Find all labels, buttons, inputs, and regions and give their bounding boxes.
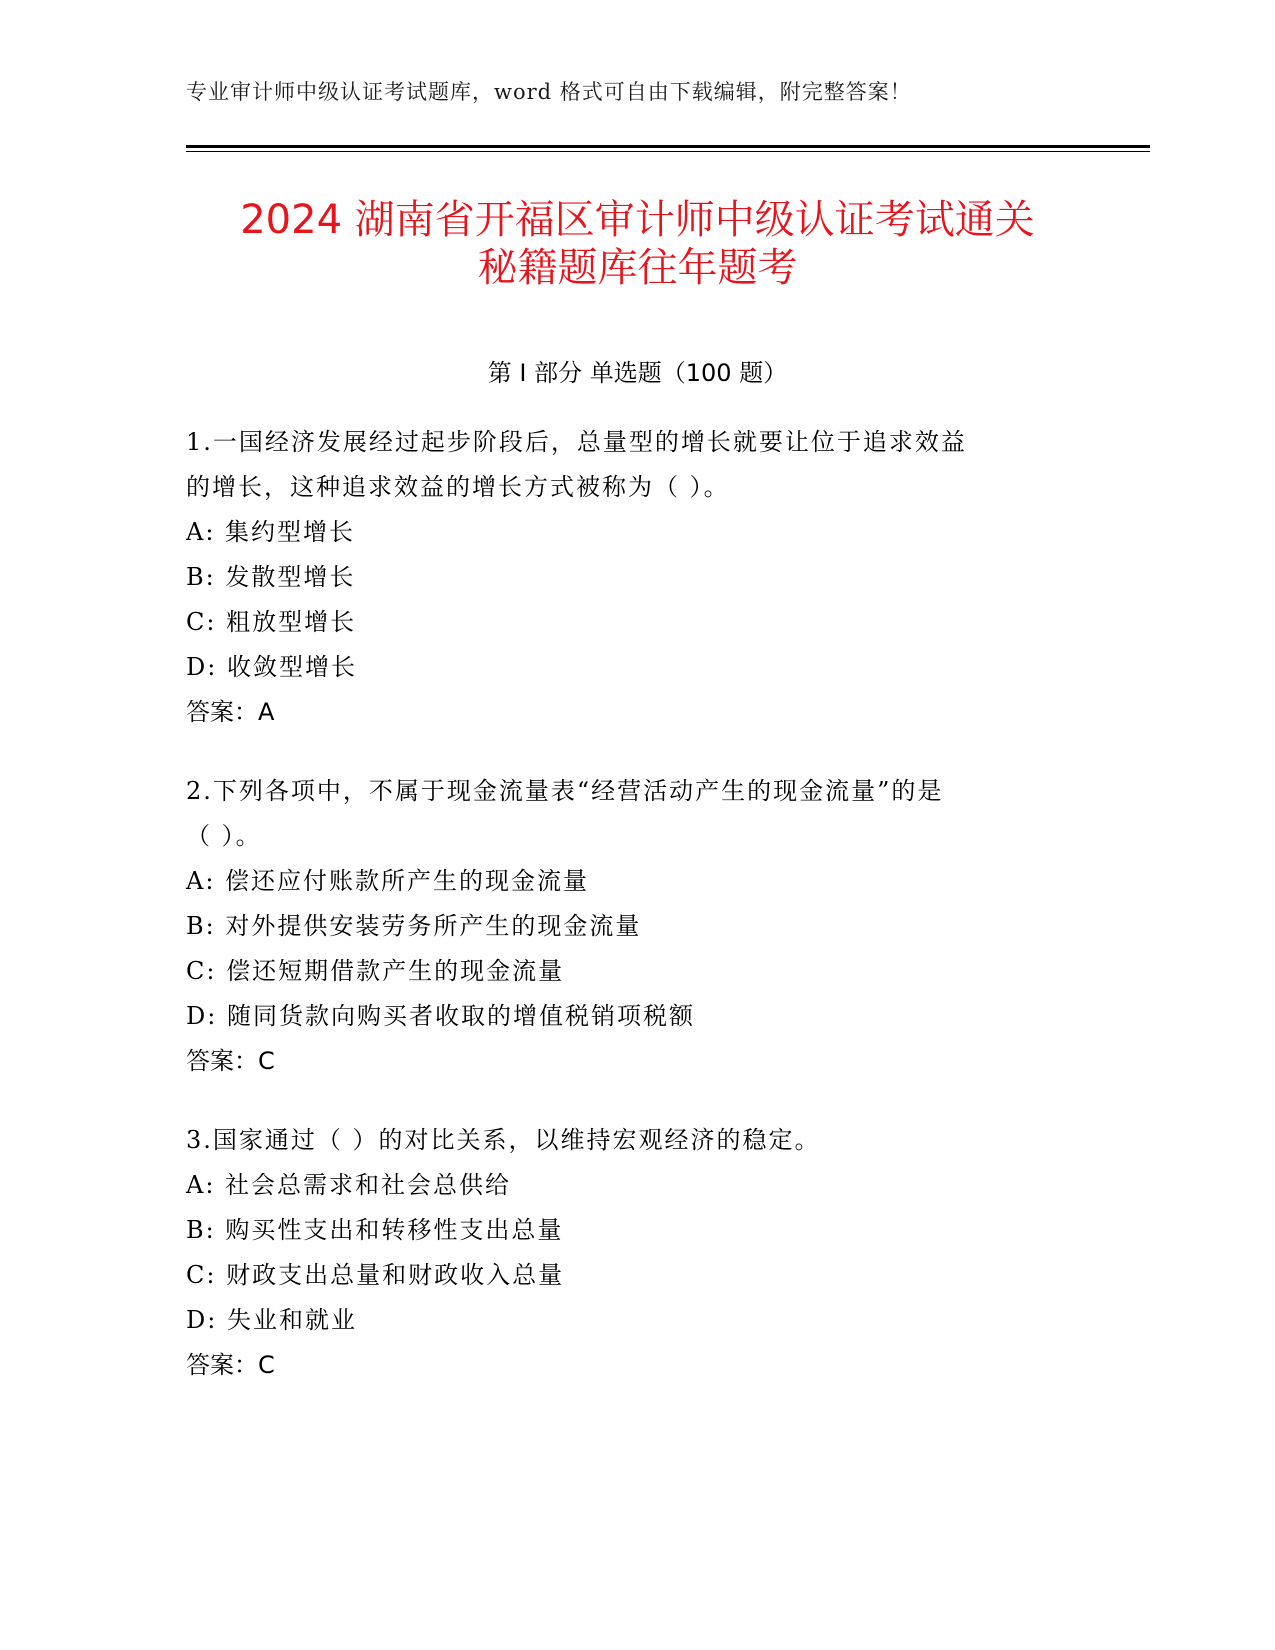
question-3: [186, 1118, 1066, 1388]
option-d: D: 收敛型增长: [186, 653, 357, 681]
header-rule-thick: [186, 145, 1150, 148]
question-stem-line2: （ ）。: [186, 822, 262, 850]
option-d: D: 失业和就业: [186, 1306, 357, 1334]
section-title: 第 I 部分 单选题（100 题）: [487, 359, 788, 387]
document-title-line1: 2024 湖南省开福区审计师中级认证考试通关: [240, 197, 1035, 243]
answer: 答案：A: [186, 698, 275, 726]
question-stem-line1: 1.一国经济发展经过起步阶段后，总量型的增长就要让位于追求效益: [186, 428, 967, 456]
question-stem-line1: 2.下列各项中，不属于现金流量表“经营活动产生的现金流量”的是: [186, 777, 944, 805]
option-d: D: 随同货款向购买者收取的增值税销项税额: [186, 1002, 695, 1030]
question-stem-line2: 的增长，这种追求效益的增长方式被称为（ ）。: [186, 473, 730, 501]
question-1: [186, 420, 1066, 735]
option-a: A: 社会总需求和社会总供给: [186, 1171, 512, 1199]
option-a: A: 集约型增长: [186, 518, 356, 546]
document-title: [160, 196, 1115, 292]
option-c: C: 偿还短期借款产生的现金流量: [186, 957, 565, 985]
option-b: B: 发散型增长: [186, 563, 356, 591]
answer: 答案：C: [186, 1047, 275, 1075]
option-b: B: 对外提供安装劳务所产生的现金流量: [186, 912, 642, 940]
option-c: C: 粗放型增长: [186, 608, 357, 636]
question-2: [186, 769, 1066, 1084]
header-rule-thin: [186, 151, 1150, 152]
question-stem-line1: 3.国家通过（ ）的对比关系，以维持宏观经济的稳定。: [186, 1126, 821, 1154]
answer: 答案：C: [186, 1351, 275, 1379]
option-b: B: 购买性支出和转移性支出总量: [186, 1216, 564, 1244]
document-title-line2: 秘籍题库往年题考: [477, 245, 798, 291]
header-note: 专业审计师中级认证考试题库，word 格式可自由下载编辑，附完整答案！: [186, 80, 912, 104]
option-a: A: 偿还应付账款所产生的现金流量: [186, 867, 590, 895]
option-c: C: 财政支出总量和财政收入总量: [186, 1261, 565, 1289]
